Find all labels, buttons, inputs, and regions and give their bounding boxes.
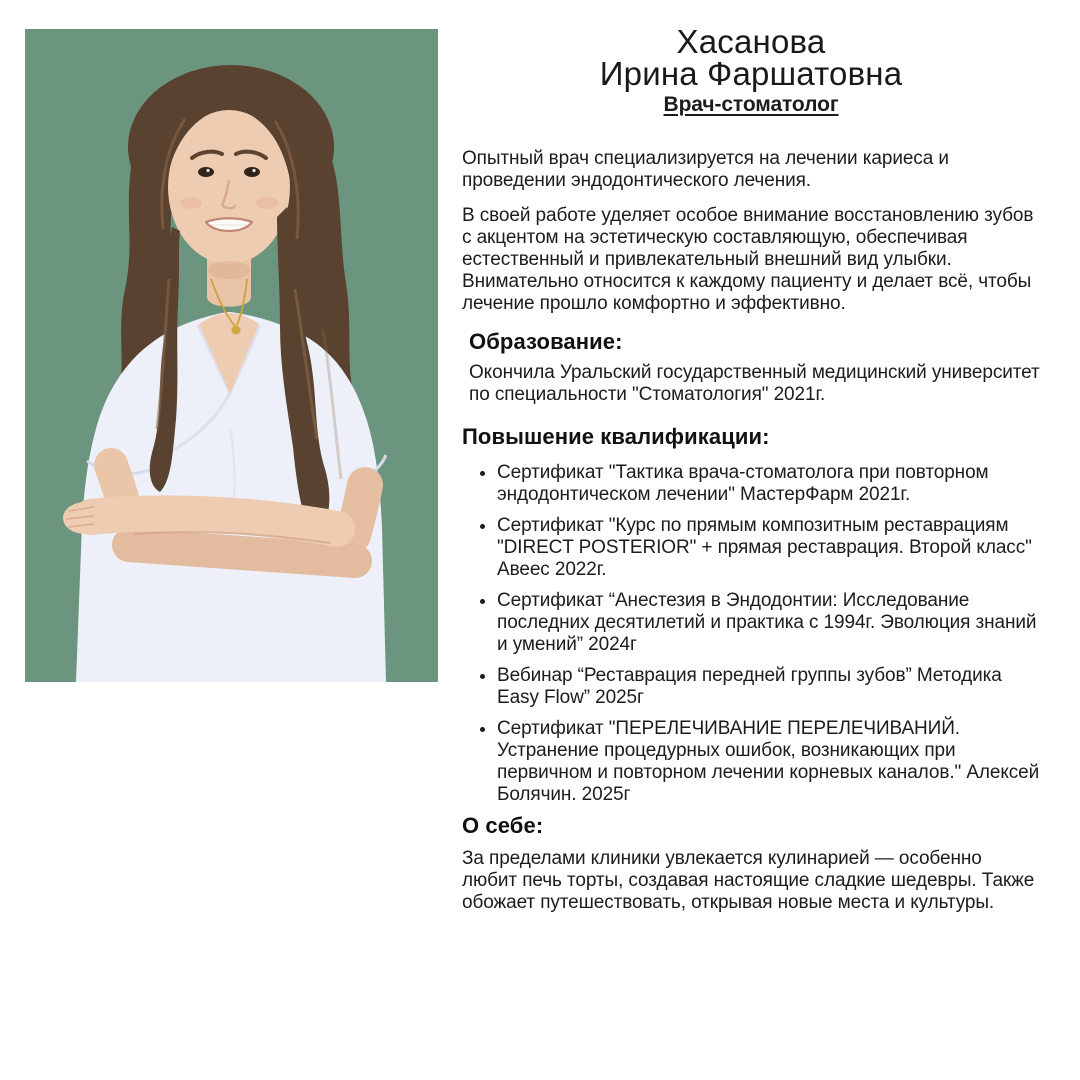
qualification-item: • Сертификат "ПЕРЕЛЕЧИВАНИЕ ПЕРЕЛЕЧИВАНИЙ. Устранение процедурных ошибок, возникающих при первичном и повторном лечении корневых каналов." Алексей Болячин. 2025г: [497, 718, 1040, 806]
doctor-last-name: Хасанова: [676, 23, 826, 60]
intro-paragraph-1: Опытный врач специализируется на лечении кариеса и проведении эндодонтического лечения.: [462, 148, 949, 191]
doctor-name: [462, 23, 1040, 92]
qualification-section: [462, 425, 1040, 806]
intro-paragraph-2: В своей работе уделяет особое внимание восстановлению зубов с акцентом на эстетическую составляющую, обеспечивая естественный и привлекательный внешний вид улыбки. Внимательно относится к каждому пациенту и делает всё, чтобы лечение прошло комфортно и эффективно.: [462, 205, 1034, 314]
doctor-role: Врач-стоматолог: [663, 93, 839, 116]
qualification-item: • Сертификат "Курс по прямым композитным реставрациям "DIRECT POSTERIOR" + прямая реставрация. Второй класс" Авеес 2022г.: [497, 515, 1040, 581]
qualification-item: • Сертификат “Анестезия в Эндодонтии: Исследование последних десятилетий и практика с 1994г. Эволюция знаний и умений” 2024г: [497, 590, 1040, 656]
about-heading: О себе:: [462, 813, 544, 838]
qualification-list: [462, 462, 1040, 806]
doctor-portrait-illustration: [25, 29, 438, 682]
qualification-heading: Повышение квалификации:: [462, 424, 770, 449]
education-heading: Образование:: [469, 329, 623, 354]
about-section: [462, 814, 1040, 914]
doctor-photo: [25, 29, 438, 682]
education-text: Окончила Уральский государственный медицинский университет по специальности "Стоматология" 2021г.: [469, 362, 1040, 405]
qualification-item: • Вебинар “Реставрация передней группы зубов” Методика Easy Flow” 2025г: [497, 665, 1040, 709]
doctor-first-patronymic: Ирина Фаршатовна: [599, 55, 903, 92]
profile-content: [462, 23, 1040, 914]
about-text: За пределами клиники увлекается кулинарией — особенно любит печь торты, создавая настоящие сладкие шедевры. Также обожает путешествовать, открывая новые места и культуры.: [462, 848, 1035, 913]
qualification-item: • Сертификат "Тактика врача-стоматолога при повторном эндодонтическом лечении" МастерФарм 2021г.: [497, 462, 1040, 506]
education-section: [462, 330, 1040, 406]
